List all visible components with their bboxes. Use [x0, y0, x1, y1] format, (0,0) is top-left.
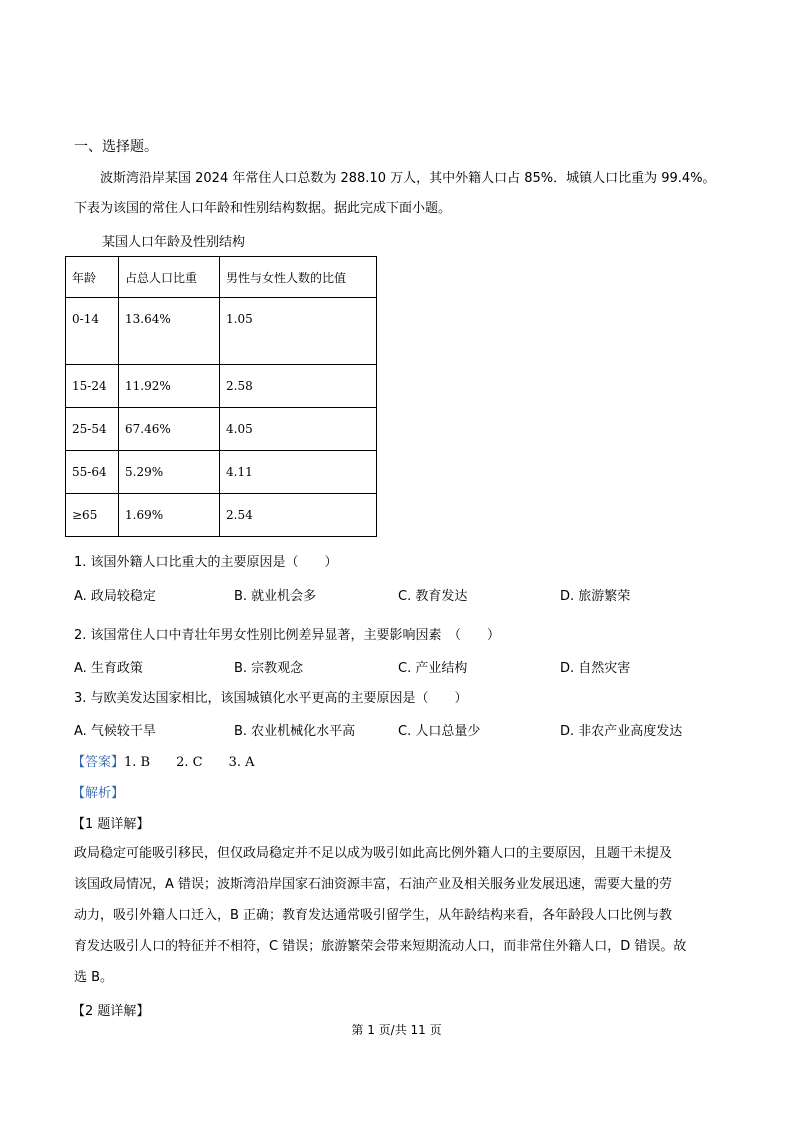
- detail-1-line-2: 该国政局情况，A 错误；波斯湾沿岸国家石油资源丰富，石油产业及相关服务业发展迅速，需要大量的劳: [74, 877, 673, 892]
- question-3-option-d: D. 非农产业高度发达: [560, 724, 683, 739]
- question-1-option-b: B. 就业机会多: [234, 589, 317, 604]
- table-cell: 2.58: [220, 365, 377, 408]
- table-header: 年龄: [66, 257, 119, 298]
- detail-1-line-3: 动力，吸引外籍人口迁入，B 正确；教育发达通常吸引留学生，从年龄结构来看，各年龄段人口比例与教: [74, 908, 673, 923]
- question-1-stem: 1. 该国外籍人口比重大的主要原因是（ ）: [74, 555, 338, 570]
- intro-line-2: 下表为该国的常住人口年龄和性别结构数据。据此完成下面小题。: [74, 201, 452, 216]
- intro-line-1: 波斯湾沿岸某国 2024 年常住人口总数为 288.10 万人，其中外籍人口占 85%．城镇人口比重为 99.4%。: [100, 171, 716, 186]
- question-2-option-b: B. 宗教观念: [234, 661, 304, 676]
- question-3-option-b: B. 农业机械化水平高: [234, 724, 356, 739]
- table-row: [66, 494, 377, 537]
- table-header: 男性与女性人数的比值: [220, 257, 377, 298]
- answer-3: 3. A: [228, 755, 255, 770]
- detail-1-line-1: 政局稳定可能吸引移民，但仅政局稳定并不足以成为吸引如此高比例外籍人口的主要原因，且题干未提及: [74, 846, 673, 861]
- answer-1: 1. B: [124, 755, 151, 770]
- table-cell: 13.64%: [119, 298, 220, 365]
- question-1-option-c: C. 教育发达: [398, 589, 468, 604]
- detail-2-tag: 【2 题详解】: [72, 1004, 150, 1019]
- table-cell: 2.54: [220, 494, 377, 537]
- detail-1-tag: 【1 题详解】: [72, 817, 150, 832]
- table-cell: 4.11: [220, 451, 377, 494]
- question-3-option-c: C. 人口总量少: [398, 724, 481, 739]
- answer-tag: 【答案】: [72, 755, 125, 770]
- table-cell: 4.05: [220, 408, 377, 451]
- table-header: 占总人口比重: [119, 257, 220, 298]
- table-cell: 11.92%: [119, 365, 220, 408]
- table-cell: 1.05: [220, 298, 377, 365]
- table-row: [66, 451, 377, 494]
- table-cell: 1.69%: [119, 494, 220, 537]
- table-header-row: [66, 257, 377, 298]
- table-cell: 0-14: [66, 298, 119, 365]
- question-1-option-d: D. 旅游繁荣: [560, 589, 631, 604]
- analysis-tag: 【解析】: [72, 786, 125, 801]
- table-cell: 5.29%: [119, 451, 220, 494]
- detail-1-line-4: 育发达吸引人口的特征并不相符，C 错误；旅游繁荣会带来短期流动人口，而非常住外籍人口，D 错误。故: [74, 939, 687, 954]
- answer-2: 2. C: [176, 755, 203, 770]
- table-row: [66, 408, 377, 451]
- table-row: [66, 365, 377, 408]
- page-footer: 第 1 页/共 11 页: [351, 1023, 442, 1037]
- question-2-stem: 2. 该国常住人口中青壮年男女性别比例差异显著，主要影响因素 （ ）: [74, 628, 501, 643]
- question-2-option-d: D. 自然灾害: [560, 661, 631, 676]
- section-title: 一、选择题。: [74, 139, 158, 155]
- detail-1-line-5: 选 B。: [74, 970, 114, 985]
- question-3-stem: 3. 与欧美发达国家相比，该国城镇化水平更高的主要原因是（ ）: [74, 691, 468, 706]
- table-cell: 25-54: [66, 408, 119, 451]
- table-cell: 67.46%: [119, 408, 220, 451]
- table-cell: 55-64: [66, 451, 119, 494]
- answer-line: [72, 751, 255, 770]
- question-3-option-a: A. 气候较干旱: [74, 724, 156, 739]
- table-cell: 15-24: [66, 365, 119, 408]
- question-1-option-a: A. 政局较稳定: [74, 589, 156, 604]
- table-cell: ≥65: [66, 494, 119, 537]
- population-table: [65, 256, 377, 537]
- table-row: [66, 298, 377, 365]
- question-2-option-c: C. 产业结构: [398, 661, 468, 676]
- question-2-option-a: A. 生育政策: [74, 661, 143, 676]
- table-title: 某国人口年龄及性别结构: [102, 235, 246, 250]
